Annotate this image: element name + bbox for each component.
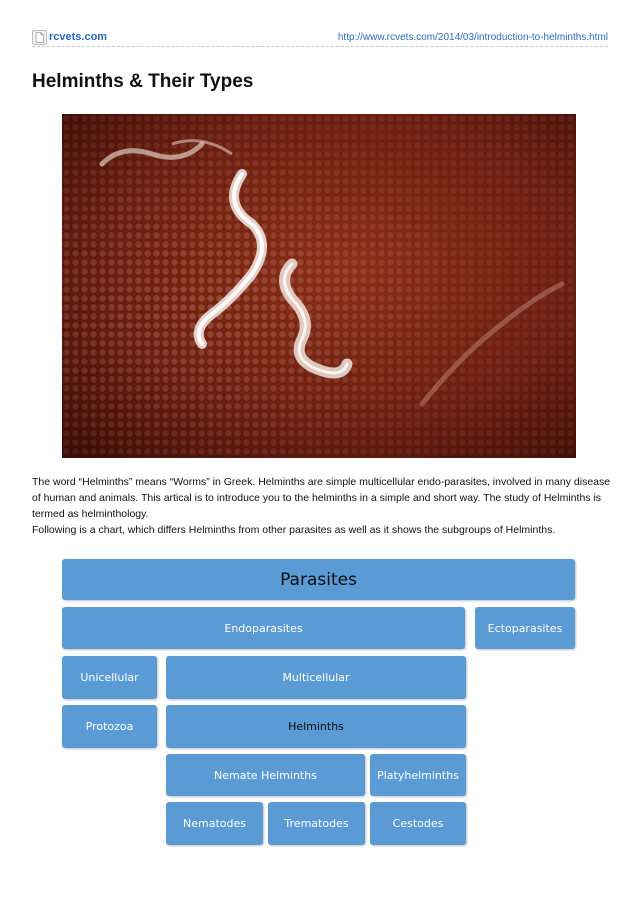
node-endoparasites: Endoparasites <box>62 607 465 649</box>
node-multicellular: Multicellular <box>166 656 466 699</box>
article-body <box>32 474 612 538</box>
node-nematodes: Nematodes <box>166 802 263 845</box>
node-protozoa: Protozoa <box>62 705 157 748</box>
page-header <box>32 30 608 50</box>
node-nemate-helminths: Nemate Helminths <box>166 754 365 796</box>
node-ectoparasites: Ectoparasites <box>475 607 575 649</box>
node-platyhelminths: Platyhelminths <box>370 754 466 796</box>
source-url-link[interactable]: http://www.rcvets.com/2014/03/introduction-to-helminths.html <box>337 32 608 43</box>
site-link[interactable]: rcvets.com <box>49 31 108 43</box>
node-unicellular: Unicellular <box>62 656 157 699</box>
node-helminths: Helminths <box>166 705 466 748</box>
helminths-photo <box>62 114 576 458</box>
page-icon <box>32 30 47 45</box>
node-cestodes: Cestodes <box>370 802 466 845</box>
chart-intro-paragraph: Following is a chart, which differs Helminths from other parasites as well as it shows the subgroups of Helminths. <box>32 524 556 536</box>
node-trematodes: Trematodes <box>268 802 365 845</box>
article-title: Helminths & Their Types <box>32 71 254 92</box>
node-parasites: Parasites <box>62 559 575 600</box>
intro-paragraph: The word “Helminths” means “Worms” in Greek. Helminths are simple multicellular endo-parasites, involved in many disease of human and animals. This artical is to introduce you to the helminths in a simple and short way. The study of Helminths is termed as helminthology. <box>32 476 611 520</box>
header-divider <box>32 46 608 47</box>
